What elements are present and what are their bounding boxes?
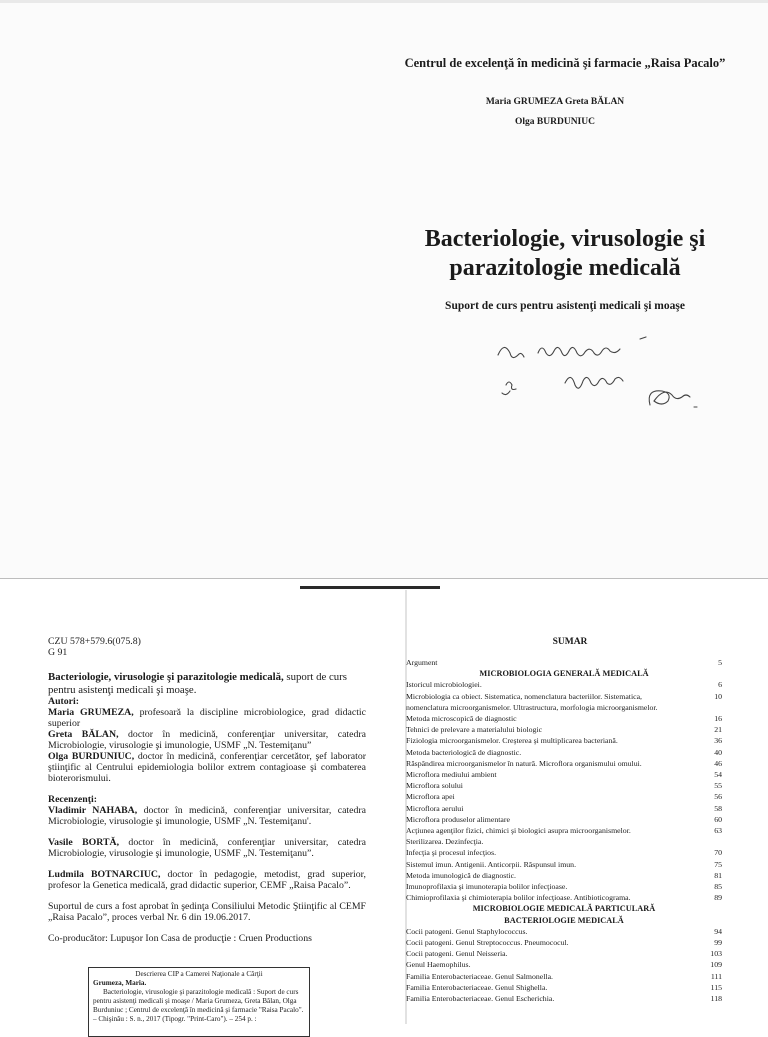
reviewer-desc: doctor în medicină, conferenţiar universitar, catedra Microbiologie, virusologie şi imunologie, USMF „N. Testemiţanu'. (48, 805, 366, 827)
toc-entry-page: 89 (714, 893, 722, 903)
toc-entry-page: 60 (714, 814, 722, 824)
toc-entry (406, 814, 722, 825)
reviewer-desc: doctor în pedagogie, metodist, grad superior, profesor la Genetica medicală, grad didactic superior, CEMF „Raisa Pacalo”. (48, 869, 366, 891)
imprint-page (48, 636, 366, 944)
toc-entry (406, 937, 722, 948)
toc-entry-title: Microflora mediului ambient (406, 770, 497, 780)
author-entry (48, 707, 366, 729)
toc-entry (406, 859, 722, 870)
toc-entry-page: 81 (714, 870, 722, 880)
toc-entry (406, 691, 722, 702)
toc-entry-title: Microflora solului (406, 781, 463, 791)
toc-entry-title: Sistemul imun. Antigenii. Anticorpii. Răspunsul imun. (406, 859, 577, 869)
toc-entry (406, 892, 722, 903)
class-code: G 91 (48, 647, 68, 658)
toc-entry-page: 21 (714, 725, 722, 735)
cip-heading: Descrierea CIP a Camerei Naţionale a Cărţii (135, 970, 263, 978)
author-name: Greta BĂLAN, (48, 729, 119, 740)
toc-entry-page: 103 (710, 949, 722, 959)
toc-entry-page (702, 702, 722, 713)
toc-entry-title: Metoda imunologică de diagnostic. (406, 870, 516, 880)
book-title (400, 225, 730, 283)
page-edge (0, 0, 768, 3)
author-desc: profesoară la discipline microbiologice, grad didactic superior (48, 707, 366, 729)
toc-entry (406, 993, 722, 1004)
toc-entry-page: 109 (710, 960, 722, 970)
summary-title: SUMAR (552, 637, 588, 647)
toc-entry (406, 870, 722, 881)
toc-entry-page: 58 (714, 803, 722, 813)
cip-body: Bacteriologie, virusologie şi parazitologie medicală : Suport de curs pentru asistenţi medicali şi moaşe / Maria Grumeza, Greta Bălan, Olga Burduniuc ; Centrul de excelenţă în medicină şi farmacie "Raisa Pacalo". – Chişinău : S. n., 2017 (Tipogr. "Print-Caro"). – 254 p. : (93, 988, 304, 1023)
classification-codes (48, 636, 366, 658)
toc-entry (406, 780, 722, 791)
toc-entry-title: Microbiologia ca obiect. Sistematica, nomenclatura bacteriilor. Sistematica, (406, 691, 642, 701)
czu-code: CZU 578+579.6(075.8) (48, 636, 141, 647)
book-reference-title: Bacteriologie, virusologie şi parazitologie medicală, (48, 671, 284, 683)
toc-entry-title: Chimioprofilaxia şi chimioterapia bolilor infecţioase. Antibioticograma. (406, 893, 631, 903)
approval-note: Suportul de curs a fost aprobat în şedinţa Consiliului Metodic Ştiinţific al CEMF „Raisa Pacalo”, proces verbal Nr. 6 din 19.06.2017. (48, 901, 366, 923)
title-page-authors (440, 92, 670, 132)
toc-entry-page: 70 (714, 848, 722, 858)
toc-entry-page: 115 (710, 982, 722, 992)
reviewer-entry (48, 837, 366, 859)
toc-entry-page: 75 (714, 859, 722, 869)
toc-entry-title: Microflora produselor alimentare (406, 814, 510, 824)
reviewers-heading: Recenzenţi: (48, 794, 97, 805)
toc-entry-title: Sterilizarea. Dezinfecţia. (406, 837, 484, 847)
coproducer-note: Co-producător: Lupuşor Ion Casa de producţie : Cruen Productions (48, 933, 312, 944)
reviewer-entry (48, 869, 366, 891)
table-of-contents (406, 657, 722, 1004)
toc-entry (406, 971, 722, 982)
reviewer-desc: doctor în medicină, conferenţiar universitar, catedra Microbiologie, virusologie şi imunologie, USMF „N. Testemiţanu”. (48, 837, 366, 859)
toc-entry (406, 657, 722, 668)
toc-entry-title: nomenclatura microorganismelor. Ultrastructura, morfologia microorganismelor. (406, 702, 658, 712)
book-subtitle: Suport de curs pentru asistenţi medicali şi moaşe (445, 300, 685, 312)
toc-entry (406, 713, 722, 724)
toc-entry (406, 758, 722, 769)
toc-entry-title: Răspândirea microorganismelor în natură. Microflora organismului omului. (406, 758, 642, 768)
author-desc: doctor în medicină, conferenţiar cercetător, şef laborator ştiinţific al Centrului epidemiologia bolilor extrem contagioase şi combaterea bioterorismului. (48, 751, 366, 784)
toc-entry (406, 769, 722, 780)
toc-entry-page: 40 (714, 747, 722, 757)
toc-entry-page: 63 (714, 826, 722, 836)
toc-entry (406, 724, 722, 735)
book-reference-desc: suport de curs pentru asistenţi medicali şi moaşe. (48, 671, 347, 696)
toc-entry (406, 847, 722, 858)
toc-entry (406, 836, 722, 847)
toc-section-heading: MICROBIOLOGIE MEDICALĂ PARTICULARĂ (472, 904, 656, 914)
institution-name: Centrul de excelenţă în medicină şi farmacie „Raisa Pacalo” (404, 56, 726, 70)
toc-entry (406, 948, 722, 959)
authors-line: Maria GRUMEZA Greta BĂLAN (485, 97, 625, 107)
authors-heading: Autori: (48, 696, 80, 707)
toc-entry (406, 702, 722, 713)
toc-entry-page: 55 (714, 781, 722, 791)
author-entry (48, 729, 366, 751)
toc-entry-title: Argument (406, 658, 438, 667)
toc-entry-page (702, 836, 722, 847)
toc-entry (406, 926, 722, 937)
page-divider (0, 578, 768, 591)
toc-entry-title: Fiziologia microorganismelor. Creşterea şi multiplicarea bacteriană. (406, 736, 618, 746)
toc-entry-page: 46 (714, 758, 722, 768)
toc-entry-title: Imunoprofilaxia şi imunoterapia bolilor infecţioase. (406, 882, 568, 892)
toc-entry (406, 982, 722, 993)
toc-entry-page: 94 (714, 926, 722, 936)
toc-entry-page: 16 (714, 714, 722, 724)
toc-entry-page: 111 (710, 971, 722, 981)
handwritten-dedication-signature (490, 325, 710, 420)
toc-entry-page: 56 (714, 792, 722, 802)
reviewer-name: Vasile BORTĂ, (48, 837, 120, 848)
reviewer-name: Ludmila BOTNARCIUC, (48, 869, 161, 880)
toc-entry-title: Metoda bacteriologică de diagnostic. (406, 747, 522, 757)
toc-entry (406, 679, 722, 690)
toc-entry-title: Metoda microscopică de diagnostic (406, 714, 517, 724)
author-name: Maria GRUMEZA, (48, 707, 134, 718)
book-title-line: parazitologie medicală (449, 255, 681, 281)
toc-entry-page: 118 (710, 994, 722, 1004)
toc-entry-page: 85 (714, 882, 722, 892)
toc-entry-title: Cocii patogeni. Genul Neisseria. (406, 949, 508, 959)
toc-section-heading: MICROBIOLOGIA GENERALĂ MEDICALĂ (479, 669, 649, 679)
toc-entry (406, 791, 722, 802)
book-reference (48, 671, 366, 696)
toc-entry-page: 54 (714, 770, 722, 780)
toc-entry-page: 5 (718, 658, 722, 667)
toc-entry-page: 10 (714, 691, 722, 701)
author-entry (48, 751, 366, 784)
author-name: Olga BURDUNIUC, (48, 751, 135, 762)
reviewer-name: Vladimir NAHABA, (48, 805, 138, 816)
toc-entry (406, 735, 722, 746)
toc-entry-title: Familia Enterobacteriaceae. Genul Salmonella. (406, 971, 553, 981)
cip-description-box (88, 967, 310, 1037)
toc-entry-title: Microflora aerului (406, 803, 464, 813)
toc-entry-title: Acţiunea agenţilor fizici, chimici şi biologici asupra microorganismelor. (406, 826, 631, 836)
toc-entry (406, 959, 722, 970)
toc-entry-page: 6 (718, 680, 722, 690)
toc-entry-page: 99 (714, 938, 722, 948)
toc-entry-title: Genul Haemophilus. (406, 960, 471, 970)
book-title-line: Bacteriologie, virusologie şi (424, 226, 706, 252)
toc-entry-title: Microflora apei (406, 792, 455, 802)
toc-entry (406, 881, 722, 892)
toc-entry (406, 825, 722, 836)
authors-line: Olga BURDUNIUC (515, 117, 595, 127)
cip-author: Grumeza, Maria. (93, 979, 147, 987)
toc-entry-title: Tehnici de prelevare a materialului biologic (406, 725, 543, 735)
toc-entry-title: Infecţia şi procesul infecţios. (406, 848, 497, 858)
reviewer-entry (48, 805, 366, 827)
toc-entry-title: Familia Enterobacteriaceae. Genul Shighella. (406, 982, 548, 992)
toc-entry-title: Cocii patogeni. Genul Staphylococcus. (406, 926, 528, 936)
author-desc: doctor în medicină, conferenţiar universitar, catedra Microbiologie, virusologie şi imunologie, USMF „N. Testemiţanu” (48, 729, 366, 751)
toc-section-heading: BACTERIOLOGIE MEDICALĂ (504, 915, 624, 925)
toc-entry (406, 747, 722, 758)
toc-entry-page: 36 (714, 736, 722, 746)
toc-entry (406, 803, 722, 814)
toc-entry-title: Istoricul microbiologiei. (406, 680, 482, 690)
toc-entry-title: Familia Enterobacteriaceae. Genul Escherichia. (406, 994, 555, 1004)
toc-entry-title: Cocii patogeni. Genul Streptococcus. Pneumococul. (406, 938, 569, 948)
scan-edge-mark (300, 586, 440, 589)
